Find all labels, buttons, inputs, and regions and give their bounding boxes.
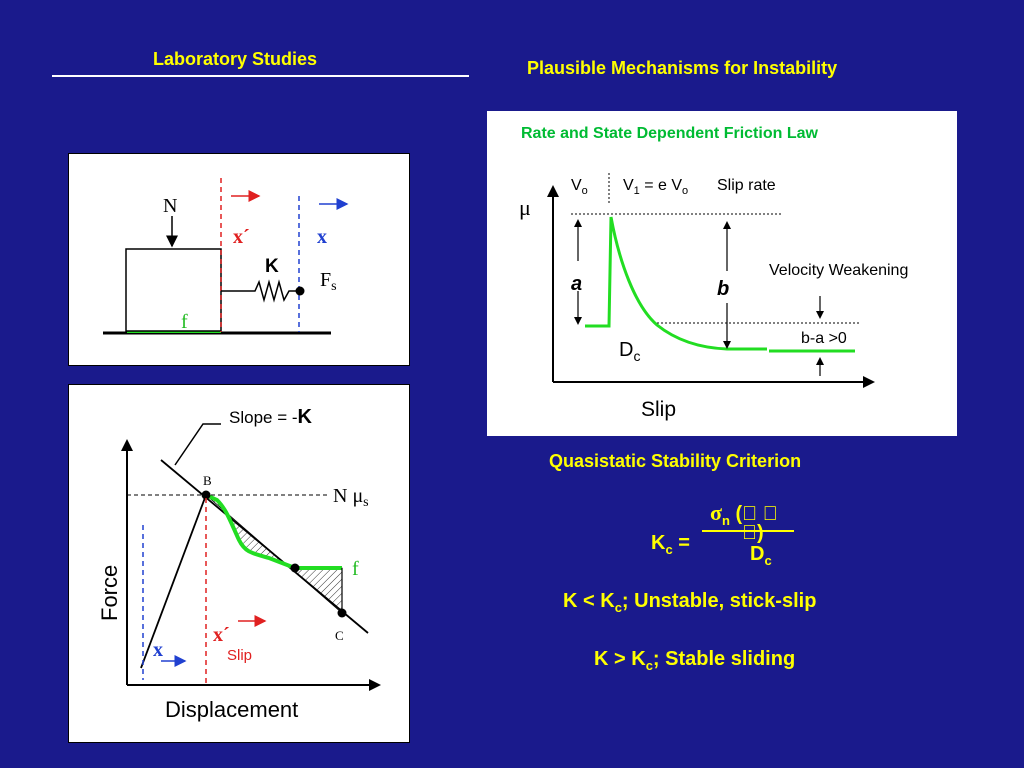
a-label: a bbox=[571, 273, 583, 295]
point-mid bbox=[291, 564, 300, 573]
slope-label: Slope = -K bbox=[229, 406, 312, 428]
mu-axis-label: μ bbox=[519, 195, 531, 220]
laboratory-studies-heading: Laboratory Studies bbox=[153, 49, 318, 69]
normal-load-label: N bbox=[163, 195, 178, 217]
sliding-block bbox=[126, 249, 221, 331]
rate-state-friction-plot bbox=[487, 111, 957, 436]
x-label: x bbox=[317, 226, 327, 248]
slip-rate-label: Slip rate bbox=[717, 177, 776, 194]
kc-label: $K_c$ = bbox=[651, 532, 690, 557]
block-spring-diagram bbox=[68, 153, 410, 366]
slip-label: Slip bbox=[227, 647, 253, 664]
point-b-label: B bbox=[203, 473, 212, 488]
load-point bbox=[296, 287, 305, 296]
criterion-denominator: $D_c$ bbox=[750, 543, 772, 568]
force-axis-label: Force bbox=[97, 564, 122, 621]
friction-label: f bbox=[181, 311, 188, 333]
quasistatic-heading: Quasistatic Stability Criterion bbox=[549, 451, 802, 471]
displacement-axis-label: Displacement bbox=[165, 697, 299, 722]
sigma-symbol: σ bbox=[710, 500, 722, 525]
x-prime-label: x´ bbox=[233, 226, 250, 248]
slope-callout-line bbox=[175, 424, 221, 465]
stable-criterion: $K > K_c$; Stable sliding bbox=[594, 648, 796, 673]
dc-label: $D_c$ bbox=[619, 339, 641, 364]
friction-evolution-curve bbox=[585, 217, 767, 349]
slip-axis-label: Slip bbox=[641, 398, 677, 421]
v0-label: $V_o$ bbox=[571, 177, 588, 197]
point-c bbox=[338, 609, 347, 618]
spring bbox=[221, 282, 300, 300]
mechanisms-heading: Plausible Mechanisms for Instability bbox=[527, 58, 838, 78]
x-prime-label: x´ bbox=[213, 624, 230, 646]
spring-label: K bbox=[265, 256, 279, 277]
force-displacement-plot bbox=[68, 384, 410, 743]
n-mu-s-label: N $\mu_s$ bbox=[333, 485, 369, 510]
unstable-criterion: $K < K_c$; Unstable, stick-slip bbox=[563, 590, 817, 615]
loading-line bbox=[141, 495, 206, 668]
criterion-numerator-tail:  ) bbox=[742, 522, 764, 544]
rate-state-title: Rate and State Dependent Friction Law bbox=[521, 125, 818, 142]
criterion-numerator: $\sigma_n$ (    bbox=[710, 500, 778, 528]
b-minus-a-label: b-a >0 bbox=[801, 330, 847, 347]
b-label: b bbox=[717, 278, 730, 300]
velocity-weakening-label: Velocity Weakening bbox=[769, 262, 909, 279]
x-label: x bbox=[153, 639, 163, 661]
point-c-label: C bbox=[335, 628, 344, 643]
heading-underline bbox=[52, 75, 469, 77]
v1-label: $V_1 = e$ $V_o$ bbox=[623, 177, 689, 197]
force-label: $F_s$ bbox=[320, 269, 337, 294]
friction-label: f bbox=[352, 558, 359, 580]
